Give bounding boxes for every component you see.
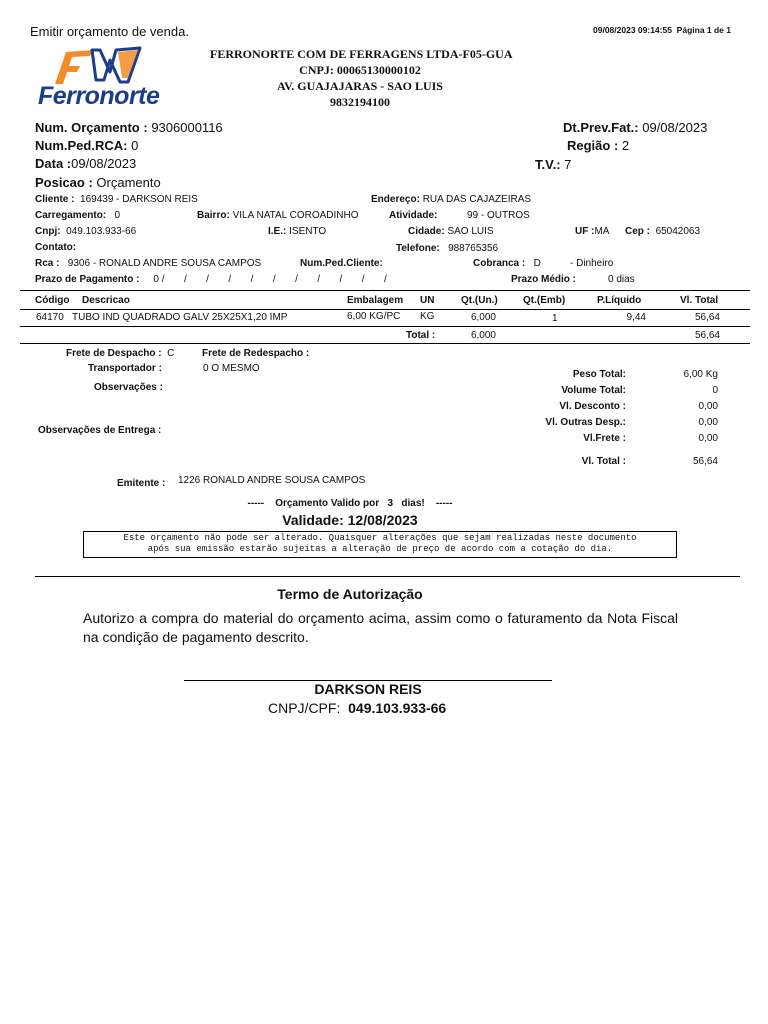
- volume-total-label: Volume Total:: [561, 385, 626, 396]
- num-ped-cliente-label: Num.Ped.Cliente:: [300, 258, 383, 269]
- cobranca: Cobranca : D: [473, 258, 541, 269]
- document-title: Emitir orçamento de venda.: [30, 24, 189, 39]
- cell-qt-emb: 1: [552, 313, 558, 324]
- table-header-rule: [20, 309, 750, 310]
- col-header-codigo: Código: [35, 295, 70, 306]
- col-header-qt-un: Qt.(Un.): [461, 295, 498, 306]
- atividade-label: Atividade:: [389, 210, 438, 221]
- auth-text: Autorizo a compra do material do orçamento acima, assim como o faturamento da Nota Fiscal na condição de pagamento descrito.: [83, 610, 678, 645]
- company-name: FERRONORTE COM DE FERRAGENS LTDA-F05-GUA: [210, 47, 513, 61]
- desconto-value: 0,00: [698, 401, 718, 412]
- cep: Cep : 65042063: [625, 226, 701, 237]
- company-logo: [36, 46, 160, 110]
- tv: T.V.: 7: [535, 157, 572, 172]
- validity-date: Validade: 12/08/2023: [282, 512, 418, 528]
- auth-divider: [35, 576, 740, 577]
- table-top-rule: [20, 290, 750, 291]
- company-cnpj: CNPJ: 00065130000102: [299, 63, 421, 77]
- col-header-embalagem: Embalagem: [347, 295, 404, 306]
- cell-qt-un: 6,000: [470, 312, 496, 323]
- dt-prev-fat: Dt.Prev.Fat.: 09/08/2023: [563, 120, 708, 135]
- cell-embalagem: 6,00 KG/PC: [347, 311, 401, 322]
- table-total-label: Total :: [406, 330, 436, 341]
- frete-redespacho-label: Frete de Redespacho :: [202, 348, 310, 359]
- auth-title: Termo de Autorização: [277, 586, 423, 602]
- uf: UF :MA: [575, 226, 610, 237]
- col-header-vl-total: Vl. Total: [680, 295, 719, 306]
- num-ped-rca: Num.Ped.RCA: 0: [35, 138, 139, 153]
- client-address: Endereço: RUA DAS CAJAZEIRAS: [371, 194, 532, 205]
- contato-label: Contato:: [35, 242, 77, 253]
- prazo-medio-label: Prazo Médio :: [511, 274, 577, 285]
- col-header-un: UN: [420, 295, 435, 306]
- cobranca-desc: - Dinheiro: [570, 258, 614, 269]
- company-address: AV. GUAJAJARAS - SAO LUIS: [277, 79, 443, 93]
- table-total-value: 56,64: [694, 330, 720, 341]
- vl-total-value: 56,64: [692, 456, 718, 467]
- region: Região : 2: [567, 138, 630, 153]
- col-header-p-liquido: P.Líquido: [597, 295, 642, 306]
- volume-total-value: 0: [712, 385, 718, 396]
- budget-number: Num. Orçamento : 9306000116: [35, 120, 223, 135]
- frete-value: 0,00: [698, 433, 718, 444]
- validity-line: ----- Orçamento Valido por 3 dias! -----: [247, 498, 453, 509]
- cell-p-liquido: 9,44: [626, 312, 646, 323]
- table-row-rule: [20, 326, 750, 327]
- budget-date: Data :09/08/2023: [35, 156, 137, 171]
- signer-name: DARKSON REIS: [314, 681, 422, 697]
- print-datetime: 09/08/2023 09:14:55 Página 1 de 1: [593, 25, 732, 35]
- prazo-medio-value: 0 dias: [608, 274, 635, 285]
- company-info: [210, 46, 513, 110]
- cell-descricao: TUBO IND QUADRADO GALV 25X25X1,20 IMP: [72, 312, 288, 323]
- transportador-label: Transportador :: [88, 363, 162, 374]
- outras-desp-label: Vl. Outras Desp.:: [545, 417, 626, 428]
- prazo-pagamento: Prazo de Pagamento : 0 / / / / / / / / / / /: [35, 274, 387, 285]
- cidade: Cidade: SAO LUIS: [408, 226, 494, 237]
- rca: Rca : 9306 - RONALD ANDRE SOUSA CAMPOS: [35, 258, 262, 269]
- table-total-qt: 6,000: [470, 330, 496, 341]
- ie: I.E.: ISENTO: [268, 226, 327, 237]
- transportador-value: 0 O MESMO: [203, 363, 260, 374]
- notice-line-2: após sua emissão estarão sujeitas a alteração de preço de acordo com a cotação do dia.: [147, 544, 613, 554]
- atividade-value: 99 - OUTROS: [467, 210, 530, 221]
- desconto-label: Vl. Desconto :: [559, 401, 626, 412]
- cell-vl-total: 56,64: [694, 312, 720, 323]
- vl-total-label: Vl. Total :: [581, 456, 626, 467]
- budget-position: Posicao : Orçamento: [35, 175, 161, 190]
- notice-line-1: Este orçamento não pode ser alterado. Quaisquer alterações que sejam realizadas neste documento: [123, 533, 637, 543]
- peso-total-value: 6,00 Kg: [683, 369, 718, 380]
- outras-desp-value: 0,00: [698, 417, 718, 428]
- notice-box: [83, 531, 677, 558]
- cell-un: KG: [420, 311, 435, 322]
- carregamento: Carregamento: 0: [35, 210, 121, 221]
- observacoes-label: Observações :: [94, 382, 163, 393]
- peso-total-label: Peso Total:: [572, 369, 626, 380]
- company-phone: 9832194100: [330, 95, 390, 109]
- col-header-qt-emb: Qt.(Emb): [523, 295, 566, 306]
- telefone: Telefone: 988765356: [396, 243, 499, 254]
- table-bottom-rule: [20, 343, 750, 344]
- client-cnpj: Cnpj: 049.103.933-66: [35, 226, 137, 237]
- col-header-descricao: Descricao: [82, 295, 130, 306]
- logo-text: Ferronorte: [38, 82, 160, 110]
- obs-entrega-label: Observações de Entrega :: [38, 425, 162, 436]
- frete-label: Vl.Frete :: [583, 433, 626, 444]
- client: Cliente : 169439 - DARKSON REIS: [35, 194, 198, 205]
- signer-cnpj: CNPJ/CPF: 049.103.933-66: [268, 700, 447, 716]
- emitente-label: Emitente :: [117, 478, 166, 489]
- bairro: Bairro: VILA NATAL COROADINHO: [197, 210, 359, 221]
- frete-despacho: Frete de Despacho : C: [66, 348, 175, 359]
- cell-codigo: 64170: [36, 312, 64, 323]
- emitente-value: 1226 RONALD ANDRE SOUSA CAMPOS: [178, 475, 366, 486]
